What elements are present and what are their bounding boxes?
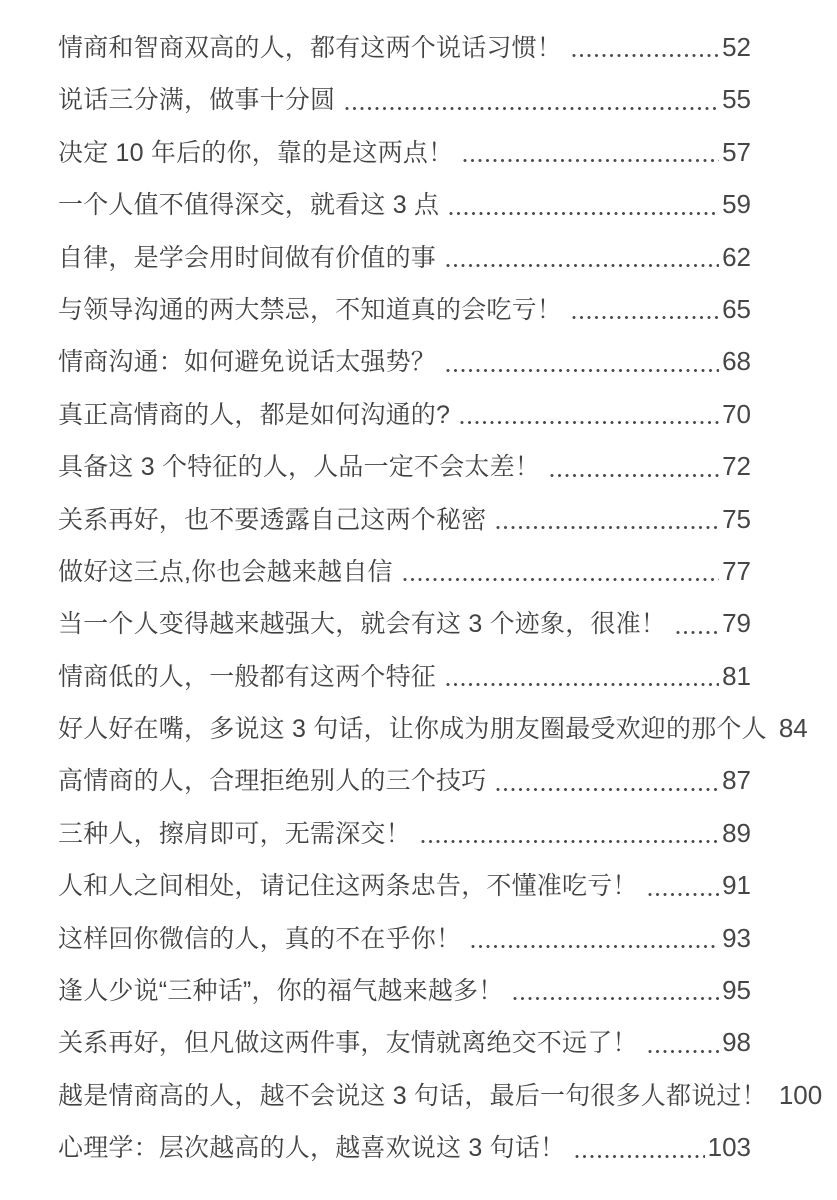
toc-entry-title: 关系再好，但凡做这两件事，友情就离绝交不远了！ (58, 1029, 638, 1058)
toc-leader-dots (574, 1153, 704, 1160)
toc-entry-page: 81 (722, 660, 751, 691)
toc-entry-title: 三种人，擦肩即可，无需深交！ (58, 819, 411, 848)
toc-entry-page: 87 (722, 765, 751, 796)
toc-entry[interactable] (58, 1121, 751, 1173)
toc-entry-page: 79 (722, 608, 751, 639)
toc-entry[interactable] (58, 912, 751, 964)
toc-leader-dots (445, 681, 719, 688)
toc-entry-page: 68 (722, 346, 751, 377)
toc-entry-page: 91 (722, 870, 751, 901)
toc-entry[interactable] (58, 178, 751, 230)
toc-entry-page: 55 (722, 84, 751, 115)
toc-entry[interactable] (58, 597, 751, 649)
toc-entry[interactable] (58, 964, 751, 1016)
toc-leader-dots (549, 472, 719, 479)
toc-entry-title: 自律，是学会用时间做有价值的事 (58, 243, 437, 272)
toc-leader-dots (448, 210, 719, 217)
toc-leader-dots (647, 891, 719, 898)
toc-leader-dots (445, 367, 719, 374)
toc-entry-title: 做好这三点,你也会越来越自信 (58, 557, 393, 586)
toc-entry-page: 84 (778, 713, 808, 744)
toc-entry[interactable] (58, 859, 751, 911)
toc-entry[interactable] (58, 388, 751, 440)
toc-entry-page: 95 (722, 975, 751, 1006)
toc-list (58, 21, 823, 1174)
toc-leader-dots (459, 419, 719, 426)
toc-entry-page: 52 (722, 32, 751, 62)
toc-leader-dots (495, 524, 719, 531)
toc-leader-dots (445, 262, 719, 269)
toc-entry[interactable] (58, 126, 751, 178)
toc-entry-page: 89 (722, 817, 751, 848)
toc-entry-page: 103 (707, 1132, 751, 1163)
toc-entry-title: 情商和智商双高的人，都有这两个说话习惯！ (58, 34, 563, 62)
toc-leader-dots (402, 576, 719, 583)
toc-entry[interactable] (58, 335, 751, 387)
toc-entry-title: 决定 10 年后的你，靠的是这两点！ (58, 138, 454, 167)
toc-entry-title: 好人好在嘴，多说这 3 句话，让你成为朋友圈最受欢迎的那个人 (58, 715, 767, 744)
toc-entry[interactable] (58, 702, 808, 754)
toc-leader-dots (675, 629, 719, 636)
toc-entry-title: 情商沟通：如何避免说话太强势？ (58, 348, 437, 377)
toc-entry-title: 与领导沟通的两大禁忌，不知道真的会吃亏！ (58, 295, 563, 324)
toc-entry-title: 真正高情商的人，都是如何沟通的? (58, 400, 451, 429)
toc-leader-dots (571, 52, 719, 59)
toc-leader-dots (512, 995, 719, 1002)
toc-entry-page: 75 (722, 503, 751, 534)
toc-entry[interactable] (58, 21, 751, 73)
toc-entry-page: 62 (722, 241, 751, 272)
toc-entry-page: 57 (722, 136, 751, 167)
toc-leader-dots (462, 157, 719, 164)
toc-entry-page: 93 (722, 922, 751, 953)
toc-entry-title: 一个人值不值得深交，就看这 3 点 (58, 191, 440, 220)
toc-entry-page: 70 (722, 398, 751, 429)
toc-entry-title: 逢人少说“三种话”，你的福气越来越多！ (58, 977, 504, 1006)
toc-entry[interactable] (58, 283, 751, 335)
toc-leader-dots (495, 786, 719, 793)
toc-entry[interactable] (58, 440, 751, 492)
toc-leader-dots (470, 943, 719, 950)
toc-entry[interactable] (58, 545, 751, 597)
toc-entry[interactable] (58, 807, 751, 859)
toc-leader-dots (647, 1048, 719, 1055)
toc-entry[interactable] (58, 493, 751, 545)
toc-entry-title: 这样回你微信的人，真的不在乎你！ (58, 924, 462, 953)
toc-entry[interactable] (58, 1016, 751, 1068)
toc-leader-dots (344, 105, 719, 112)
toc-entry-page: 72 (722, 451, 751, 482)
toc-leader-dots (571, 314, 719, 321)
toc-entry-title: 高情商的人，合理拒绝别人的三个技巧 (58, 767, 487, 796)
toc-entry-title: 情商低的人，一般都有这两个特征 (58, 662, 437, 691)
toc-entry-title: 关系再好，也不要透露自己这两个秘密 (58, 505, 487, 534)
toc-entry-page: 100 (778, 1079, 823, 1110)
toc-entry[interactable] (58, 754, 751, 806)
toc-entry-page: 65 (722, 293, 751, 324)
toc-entry-title: 具备这 3 个特征的人，人品一定不会太差！ (58, 453, 540, 482)
toc-entry-title: 越是情商高的人，越不会说这 3 句话，最后一句很多人都说过！ (58, 1081, 767, 1110)
toc-entry[interactable] (58, 1069, 823, 1121)
toc-entry-page: 77 (722, 555, 751, 586)
toc-entry-page: 59 (722, 189, 751, 220)
toc-entry-title: 人和人之间相处，请记住这两条忠告，不懂准吃亏！ (58, 872, 638, 901)
toc-entry-title: 当一个人变得越来越强大，就会有这 3 个迹象，很准！ (58, 610, 666, 639)
toc-entry-page: 98 (722, 1027, 751, 1058)
toc-entry-title: 说话三分满，做事十分圆 (58, 86, 336, 115)
toc-leader-dots (420, 838, 719, 845)
toc-entry-title: 心理学：层次越高的人，越喜欢说这 3 句话！ (58, 1134, 566, 1163)
toc-entry[interactable] (58, 73, 751, 125)
toc-entry[interactable] (58, 650, 751, 702)
toc-entry[interactable] (58, 231, 751, 283)
